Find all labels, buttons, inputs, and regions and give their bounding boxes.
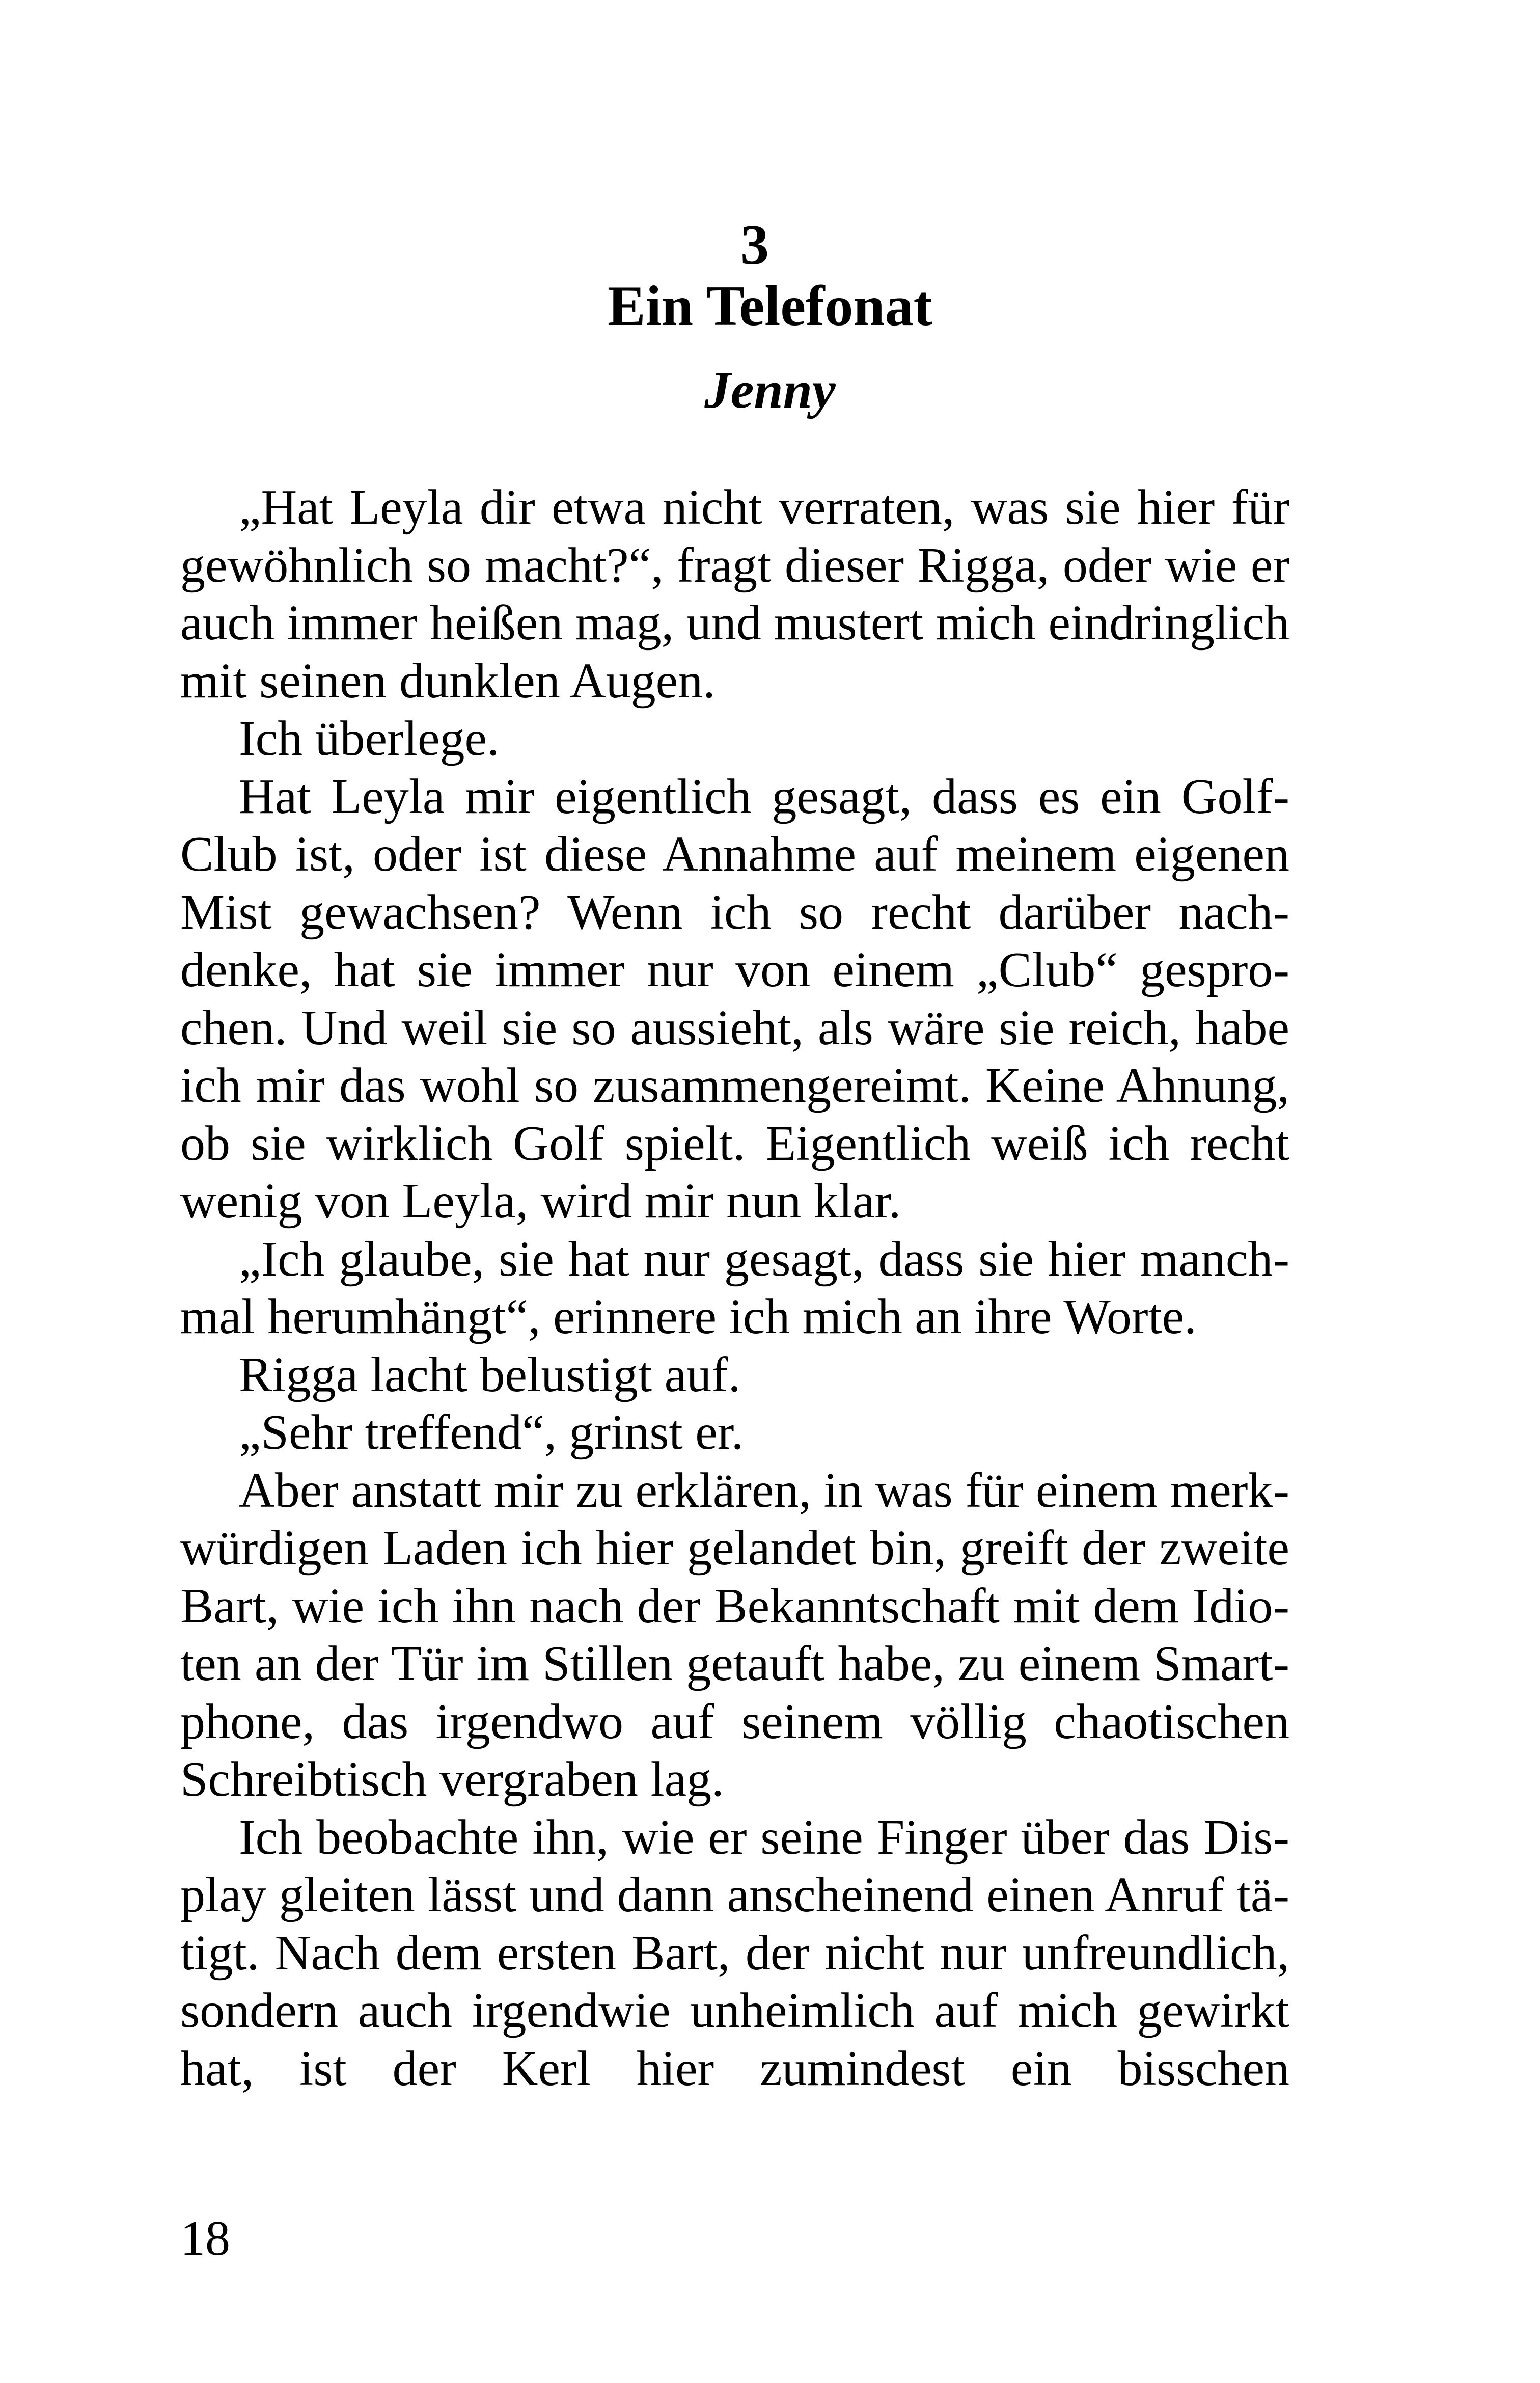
paragraph: Hat Leyla mir eigentlich gesagt, dass es ein Golf-Club ist, oder ist diese Annahme auf meinem eigenen Mist gewachsen? Wenn ich so recht darüber nachdenke, hat sie immer nur von einem „Club“ gesprochen. Und weil sie so aussieht, als wäre sie reich, habe ich mir das wohl so zusammengereimt. Keine Ahnung, ob sie wirklich Golf spielt. Eigentlich weiß ich recht wenig von Leyla, wird mir nun klar. [180, 769, 1289, 1229]
paragraph: Rigga lacht belustigt auf. [239, 1347, 741, 1402]
chapter-body [180, 479, 1289, 2098]
paragraph: „Ich glaube, sie hat nur gesagt, dass sie hier manchmal herumhängt“, erinnere ich mich an ihre Worte. [180, 1231, 1289, 1344]
chapter-pov-name: Jenny [704, 361, 836, 419]
paragraph: „Hat Leyla dir etwa nicht verraten, was sie hier für gewöhnlich so macht?“, fragt dieser Rigga, oder wie er auch immer heißen mag, und mustert mich eindringlich mit seinen dunklen Augen. [180, 480, 1289, 709]
paragraph: „Sehr treffend“, grinst er. [239, 1405, 744, 1460]
paragraph: Ich überlege. [239, 711, 500, 766]
chapter-number: 3 [740, 213, 769, 277]
paragraph: Aber anstatt mir zu erklären, in was für einem merkwürdigen Laden ich hier gelandet bin, greift der zweite Bart, wie ich ihn nach der Bekanntschaft mit dem Idioten an der Tür im Stillen getauft habe, zu einem Smartphone, das irgendwo auf seinem völlig chaotischen Schreibtisch vergraben lag. [180, 1463, 1289, 1807]
chapter-title: Ein Telefonat [608, 275, 932, 338]
page-number: 18 [180, 2211, 230, 2266]
paragraph: Ich beobachte ihn, wie er seine Finger über das Display gleiten lässt und dann anscheinend einen Anruf tätigt. Nach dem ersten Bart, der nicht nur unfreundlich, sondern auch irgendwie unheimlich auf mich gewirkt hat, ist der Kerl hier zumindest ein bisschen [180, 1809, 1289, 2096]
